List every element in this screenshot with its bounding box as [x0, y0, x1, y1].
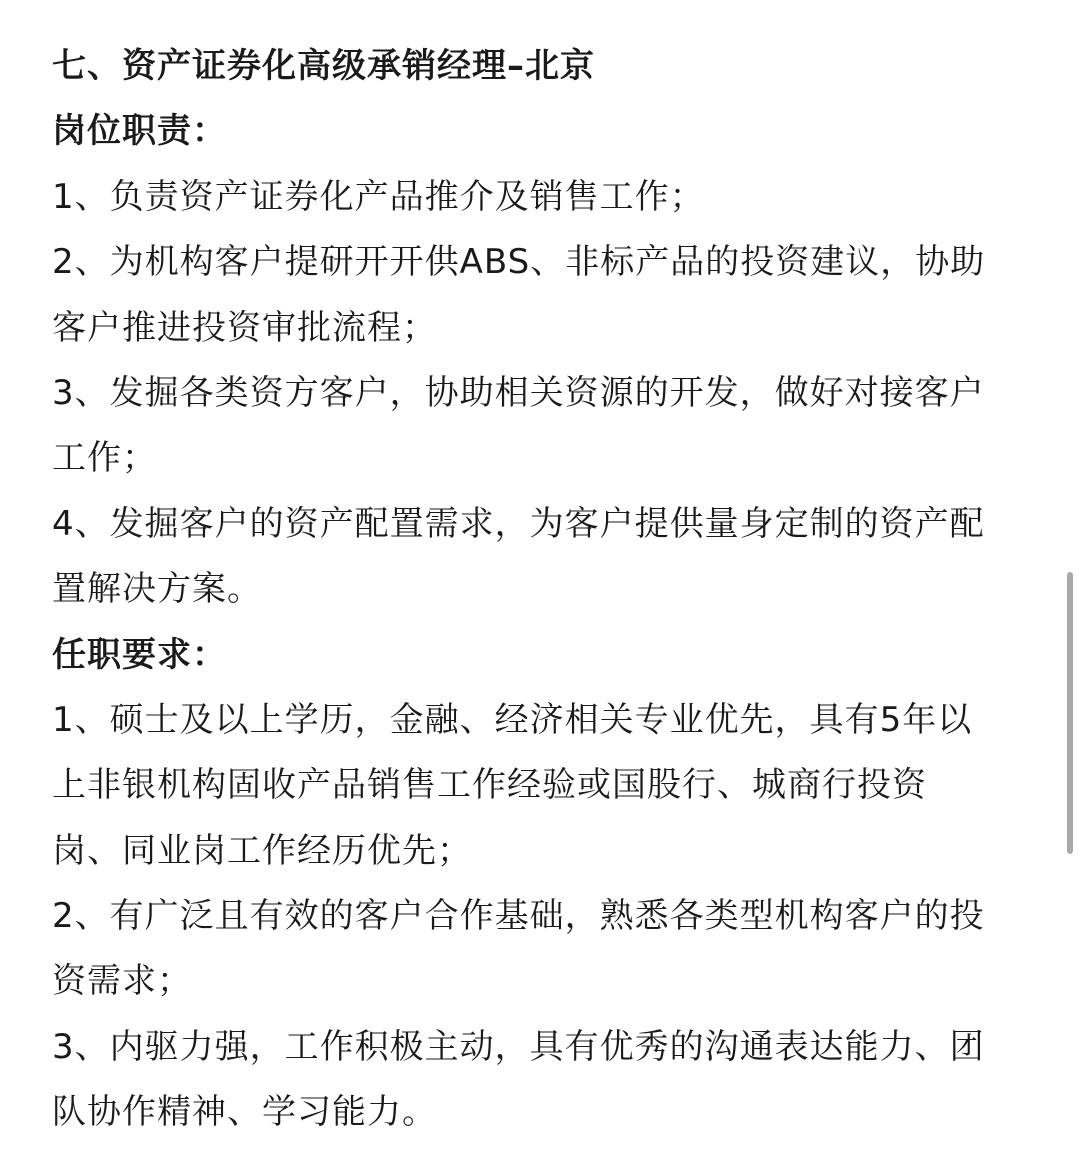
- requirement-item-2-line-2: 资需求；: [52, 961, 192, 1002]
- section-title: 七、资产证券化高级承销经理–北京: [52, 46, 595, 86]
- requirements-heading: 任职要求：: [52, 634, 227, 675]
- job-posting-text: [52, 34, 1037, 1146]
- responsibility-item-3-line-2: 工作；: [52, 438, 157, 479]
- responsibility-item-4-line-2: 置解决方案。: [52, 569, 262, 610]
- responsibility-item-1: 1、负责资产证券化产品推介及销售工作；: [52, 176, 705, 217]
- responsibility-item-2-line-1: 2、为机构客户提研开开供ABS、非标产品的投资建议，协助: [52, 242, 986, 283]
- requirement-item-3-line-2: 队协作精神、学习能力。: [52, 1092, 437, 1133]
- responsibility-item-2-line-2: 客户推进投资审批流程；: [52, 307, 437, 348]
- responsibilities-heading: 岗位职责：: [52, 111, 227, 152]
- requirement-item-1-line-2: 上非银机构固收产品销售工作经验或国股行、城商行投资: [52, 765, 927, 806]
- responsibility-item-4-line-1: 4、发掘客户的资产配置需求，为客户提供量身定制的资产配: [52, 503, 985, 544]
- vertical-scrollbar[interactable]: [1067, 572, 1073, 854]
- requirement-item-1-line-1: 1、硕士及以上学历，金融、经济相关专业优先，具有5年以: [52, 699, 973, 740]
- requirement-item-1-line-3: 岗、同业岗工作经历优先；: [52, 830, 472, 871]
- responsibility-item-3-line-1: 3、发掘各类资方客户，协助相关资源的开发，做好对接客户: [52, 372, 985, 413]
- requirement-item-3-line-1: 3、内驱力强，工作积极主动，具有优秀的沟通表达能力、团: [52, 1026, 985, 1067]
- requirement-item-2-line-1: 2、有广泛且有效的客户合作基础，熟悉各类型机构客户的投: [52, 896, 985, 937]
